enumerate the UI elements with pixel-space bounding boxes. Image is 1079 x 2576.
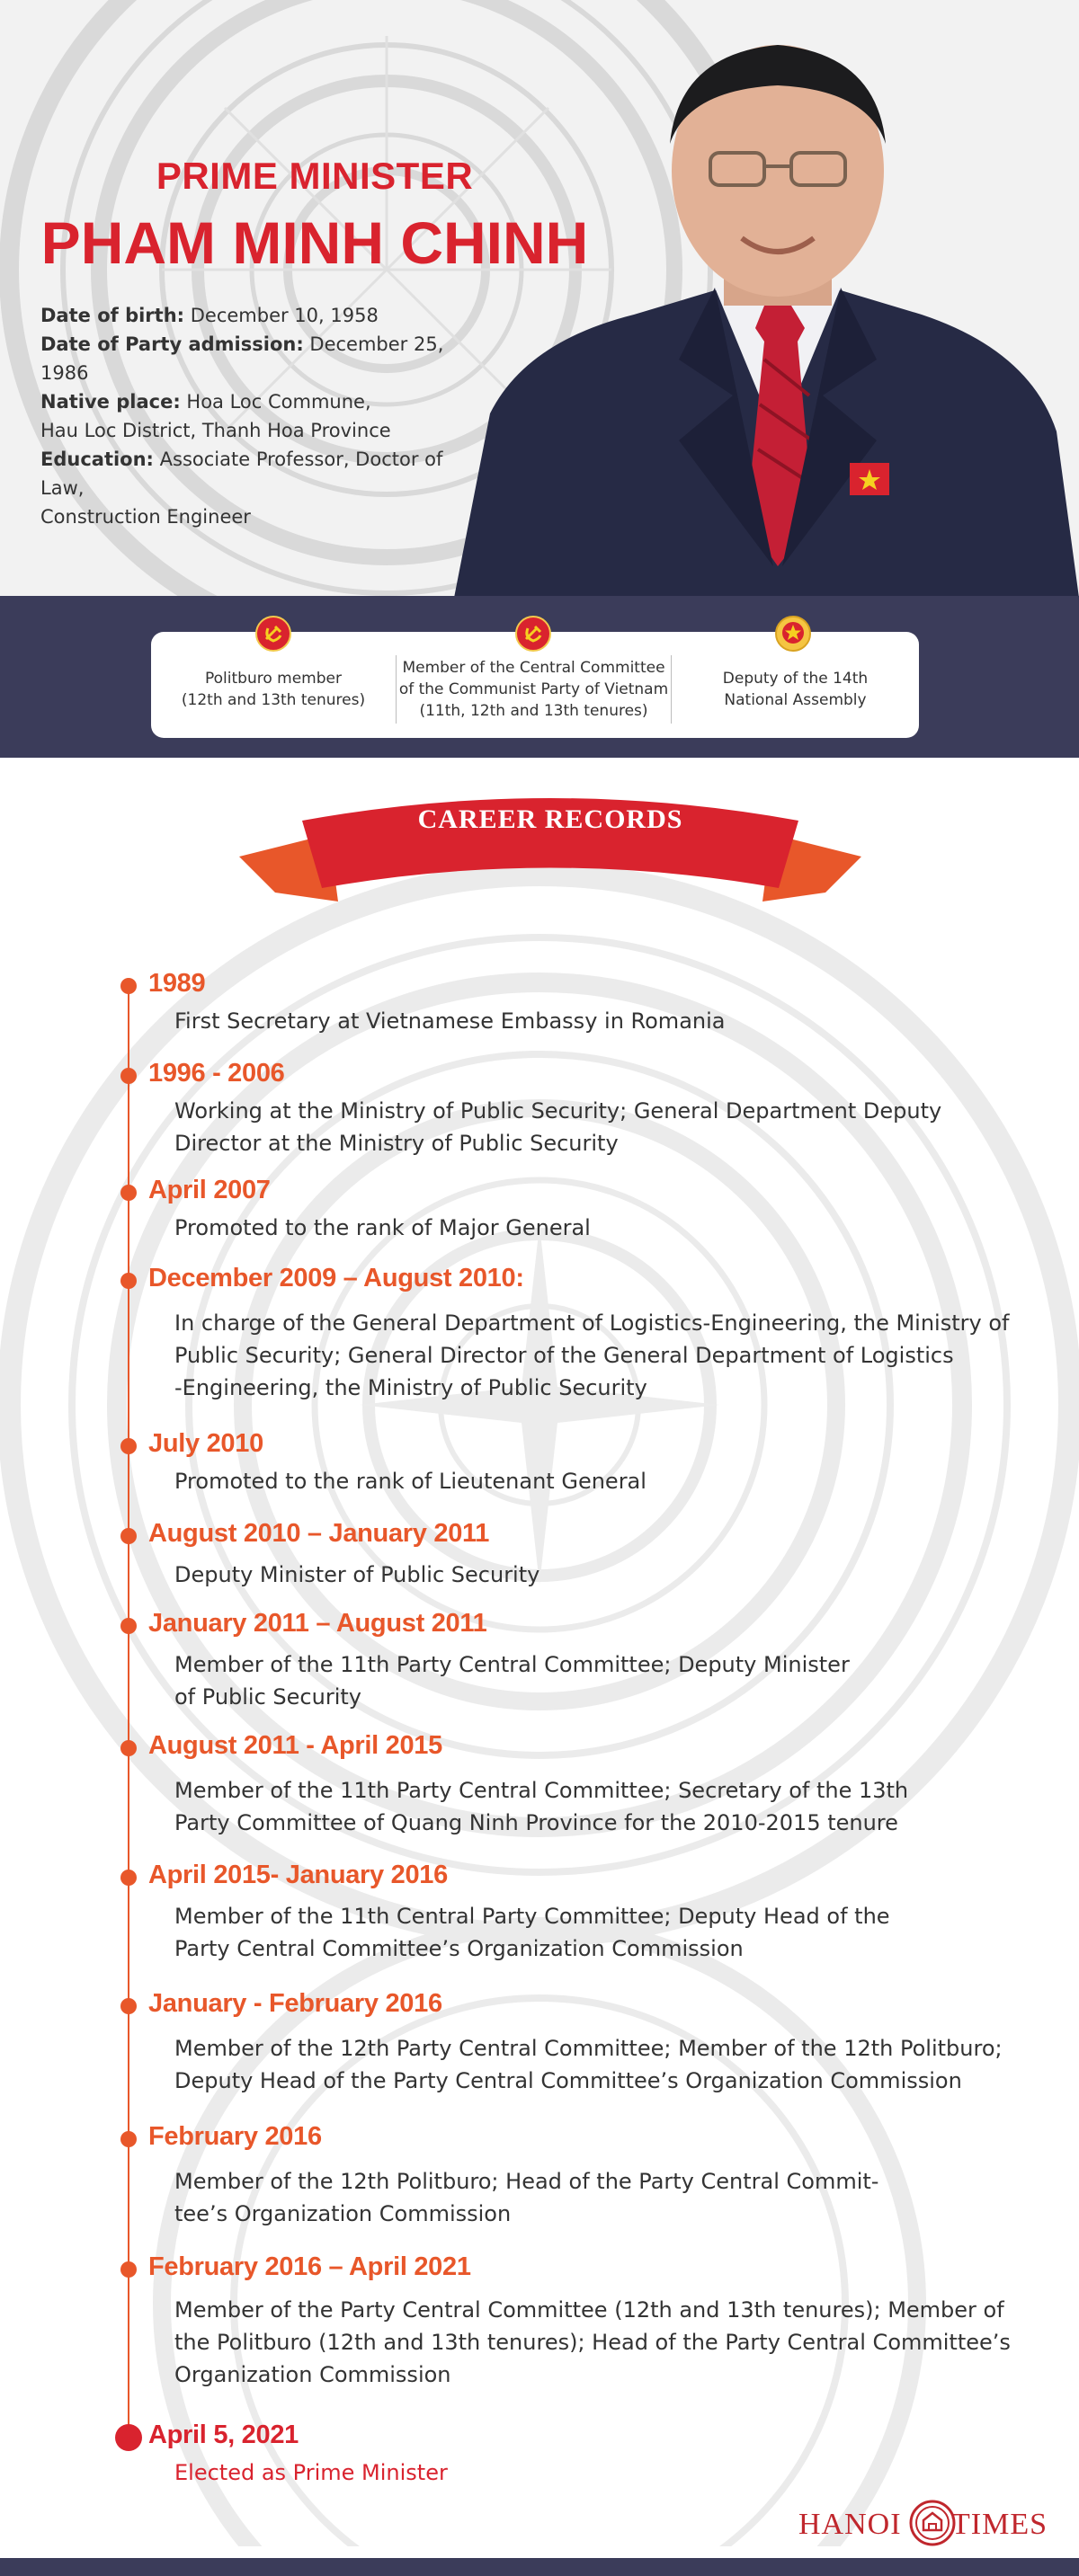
- bio-education-cont: Construction Engineer: [40, 506, 251, 528]
- entry-date: December 2009 – August 2010:: [148, 1264, 524, 1292]
- entry-date: August 2010 – January 2011: [148, 1519, 490, 1548]
- profile-header: [0, 0, 1079, 598]
- hammer-sickle-icon: [255, 616, 291, 652]
- career-records-title: CAREER RECORDS: [417, 804, 683, 834]
- footer-bar: [0, 2558, 1079, 2576]
- timeline-dot: [120, 1740, 137, 1756]
- entry-description: Member of the 12th Party Central Committee; Member of the 12th Politburo; Deputy Head of the Party Central Committee’s Organization Commission: [174, 2036, 1003, 2093]
- entry-description: Member of the Party Central Committee (12th and 13th tenures); Member of the Politburo (12th and 13th tenures); Head of the Party Central Committee’s Organization Commission: [174, 2297, 1011, 2387]
- timeline-dot: [120, 1273, 137, 1289]
- entry-date: April 2015- January 2016: [148, 1861, 448, 1889]
- entry-description: Member of the 11th Central Party Committee; Deputy Head of the Party Central Committee’s Organization Commission: [174, 1904, 890, 1961]
- bio-dob: Date of birth: December 10, 1958: [40, 305, 379, 326]
- timeline-dot: [120, 1068, 137, 1084]
- entry-date: February 2016: [148, 2122, 322, 2151]
- national-emblem-icon: [775, 616, 811, 652]
- title-subheading: PRIME MINISTER: [156, 155, 474, 197]
- bio-education: Education: Associate Professor, Doctor of Law,: [40, 449, 443, 499]
- bio-party-admission: Date of Party admission: December 25, 1986: [40, 333, 444, 384]
- entry-date: February 2016 – April 2021: [148, 2252, 471, 2281]
- timeline-dot: [120, 1438, 137, 1454]
- timeline-dot: [120, 1998, 137, 2014]
- entry-description: Elected as Prime Minister: [174, 2460, 448, 2485]
- entry-date: August 2011 - April 2015: [148, 1731, 442, 1760]
- entry-description: In charge of the General Department of Logistics-Engineering, the Ministry of Public Security; General Director of the General Department of Logistics -Engineering, the Ministry of Public Security: [174, 1310, 1010, 1400]
- entry-date: 1996 - 2006: [148, 1059, 285, 1088]
- hammer-sickle-icon: [515, 616, 551, 652]
- role-central-committee: Member of the Central Committee of the Communist Party of Vietnam (11th, 12th and 13th tenures): [397, 632, 671, 738]
- timeline-dot: [120, 2261, 137, 2278]
- timeline-dot: [120, 1528, 137, 1544]
- person-name-title: PHAM MINH CHINH: [40, 209, 589, 276]
- entry-description: Deputy Minister of Public Security: [174, 1562, 540, 1587]
- entry-description: Member of the 11th Party Central Committee; Secretary of the 13th Party Committee of Quang Ninh Province for the 2010-2015 tenure: [174, 1778, 909, 1835]
- entry-description: Working at the Ministry of Public Security; General Department Deputy Director at the Ministry of Public Security: [174, 1098, 942, 1156]
- role-politburo: Politburo member (12th and 13th tenures): [151, 632, 396, 738]
- timeline-dot-final: [115, 2424, 142, 2451]
- timeline-dot: [120, 2131, 137, 2147]
- entry-date: April 2007: [148, 1176, 271, 1204]
- entry-date: January 2011 – August 2011: [148, 1609, 487, 1638]
- entry-description: Promoted to the rank of Major General: [174, 1215, 591, 1240]
- entry-description: First Secretary at Vietnamese Embassy in Romania: [174, 1008, 726, 1034]
- role-national-assembly: Deputy of the 14th National Assembly: [672, 632, 919, 738]
- hanoi-seal-icon: [908, 2499, 957, 2547]
- entry-description: Member of the 12th Politburo; Head of the Party Central Commit- tee’s Organization Commission: [174, 2169, 879, 2226]
- entry-description: Promoted to the rank of Lieutenant General: [174, 1469, 647, 1494]
- timeline-dot: [120, 978, 137, 994]
- hanoi-times-logo: HANOI TIMES: [798, 2499, 1059, 2553]
- portrait-photo: [454, 18, 1079, 598]
- entry-date: April 5, 2021: [148, 2421, 299, 2449]
- roles-band: [0, 596, 1079, 758]
- timeline-dot: [120, 1185, 137, 1201]
- bio-native-place: Native place: Hoa Loc Commune,: [40, 391, 371, 413]
- timeline-line: [128, 984, 129, 2436]
- entry-date: July 2010: [148, 1429, 263, 1458]
- entry-date: January - February 2016: [148, 1989, 442, 2018]
- timeline-dot: [120, 1618, 137, 1634]
- bio-section: [40, 301, 472, 531]
- entry-date: 1989: [148, 969, 206, 998]
- roles-card: [151, 632, 919, 738]
- bio-native-place-cont: Hau Loc District, Thanh Hoa Province: [40, 420, 391, 441]
- entry-description: Member of the 11th Party Central Committee; Deputy Minister of Public Security: [174, 1652, 850, 1710]
- timeline-dot: [120, 1870, 137, 1886]
